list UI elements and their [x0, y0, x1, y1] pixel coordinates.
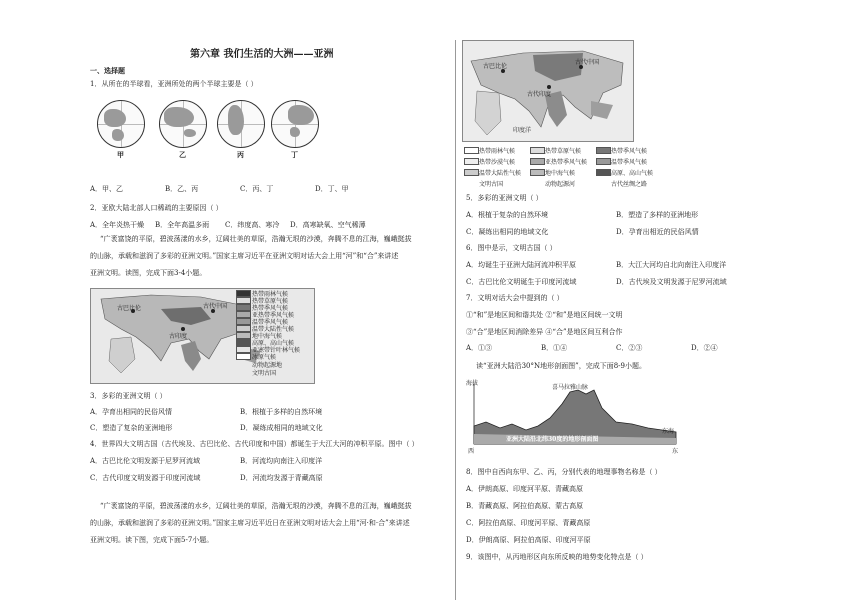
profile-y-label: 海拔 [466, 380, 479, 387]
map1-legend-0: 热带雨林气候 [252, 291, 289, 298]
q3-option-b: B．根植于多样的自然环境 [240, 408, 323, 416]
question-9-stem: 9．该图中，从丙地形区向东所反映的地势变化特点是（ ） [466, 553, 648, 561]
map2-legend-4: 亚热带季风气候 [545, 159, 588, 166]
map1-legend-2: 热带季风气候 [252, 305, 289, 312]
map2-legend-11: 古代丝绸之路 [611, 181, 648, 188]
q3-option-d: D．凝练成相同的地域文化 [240, 424, 323, 432]
map2-label-india: 古代印度 [527, 91, 552, 98]
profile-west-label: 西 [468, 448, 475, 455]
q2-option-b: B．全年高温多雨 [155, 221, 210, 229]
globe-label-bing: 丙 [237, 150, 244, 159]
globe-yi [159, 100, 207, 148]
map2-legend-10: 动物起源河 [545, 181, 576, 188]
q7-statements-1: ①“和”是地区间和谐共处 ②“和”是地区间统一文明 [466, 311, 623, 319]
map1-legend-6: 地中海气候 [252, 333, 283, 340]
map2-legend-1: 热带草原气候 [545, 148, 582, 155]
passage-1-line-2: 的山脉，承载和滋润了多彩的亚洲文明。”国家主席习近平在亚洲文明对话大会上用“河”和“合”来讲述 [90, 252, 399, 260]
question-6-stem: 6．图中是示，文明古国（ ） [466, 244, 557, 252]
q4-option-d: D．河流均发源于青藏高原 [240, 474, 323, 482]
q5-option-c: C．凝练出相同的地域文化 [466, 228, 549, 236]
passage-2-line-2: 的山脉，承载和滋润了多彩的亚洲文明。”国家主席习近平近日在亚洲文明对话大会上用“河·和·合”来讲述 [90, 519, 410, 527]
map2-label-china: 古代中国 [575, 59, 600, 66]
globe-bing [217, 100, 265, 148]
q5-option-b: B．塑造了多样的亚洲地形 [616, 211, 699, 219]
question-1-stem: 1．从所在的半球看，亚洲所处的两个半球主要是（ ） [90, 80, 258, 88]
q8-option-d: D．伊朗高原、阿拉伯高原、印度河平原 [466, 536, 591, 544]
question-7-stem: 7．文明对话大会中提到的（ ） [466, 294, 564, 302]
q7-statements-2: ③“合”是地区间消除差异 ④“合”是地区间互利合作 [466, 328, 623, 336]
globe-label-yi: 乙 [179, 150, 186, 159]
section-heading: 一、选择题 [90, 66, 125, 75]
map2-label-babylon: 古巴比伦 [483, 63, 508, 70]
map1-label-china: 古代中国 [203, 303, 228, 310]
question-2-stem: 2．亚欧大陆北部人口稀疏的主要原因（ ） [90, 204, 223, 212]
globe-label-jia: 甲 [117, 150, 124, 159]
profile-sea-label: 东海 [662, 428, 675, 435]
q3-option-c: C．塑造了复杂的亚洲地形 [90, 424, 173, 432]
q7-option-d: D．②④ [691, 344, 718, 352]
q2-option-c: C．纬度高、寒冷 [225, 221, 280, 229]
map1-legend-1: 热带草原气候 [252, 298, 289, 305]
map1-legend-7: 高原、高山气候 [252, 340, 295, 347]
q8-option-a: A．伊朗高原、印度河平原、青藏高原 [466, 485, 584, 493]
q6-option-b: B．大江大河均自北向南注入印度洋 [616, 261, 727, 269]
map1-legend-11: 文明古国 [252, 370, 277, 377]
map1-legend-8: 亚寒带针叶林气候 [252, 347, 301, 354]
q5-option-d: D．孕育出相近的民俗风情 [616, 228, 699, 236]
asia-climate-map-2 [462, 40, 634, 142]
column-divider [455, 40, 456, 600]
profile-east-label: 东 [672, 448, 679, 455]
map2-legend-3: 热带沙漠气候 [479, 159, 516, 166]
map2-legend-2: 热带季风气候 [611, 148, 648, 155]
q1-option-c: C．丙、丁 [240, 185, 274, 193]
q2-option-a: A．全年炎热干燥 [90, 221, 145, 229]
page-title: 第六章 我们生活的大洲——亚洲 [190, 49, 334, 60]
q6-option-a: A．均诞生于亚洲大陆河流冲积平原 [466, 261, 577, 269]
q2-option-d: D．高寒缺氧、空气稀薄 [290, 221, 366, 229]
terrain-profile-figure [466, 378, 681, 456]
q8-option-c: C．阿拉伯高原、印度河平原、青藏高原 [466, 519, 591, 527]
profile-peak-label: 喜马拉雅山脉 [552, 384, 589, 391]
passage-2-line-1: “广袤富饶的平原，碧波荡漾的水乡，辽阔壮美的草原，浩瀚无垠的沙漠，奔腾不息的江海，巍峨挺拔 [100, 502, 412, 510]
map2-label-sea: 印度洋 [513, 127, 532, 134]
map1-legend-4: 温带季风气候 [252, 319, 289, 326]
map1-legend-3: 亚热带季风气候 [252, 312, 295, 319]
q4-option-c: C．古代印度文明发源于印度河流域 [90, 474, 201, 482]
q6-option-d: D．古代埃及文明发源于尼罗河流域 [616, 278, 727, 286]
passage-2-line-3: 亚洲文明。读下图，完成下面5-7小题。 [90, 536, 214, 544]
map2-legend-6: 温带大陆性气候 [479, 170, 522, 177]
q5-option-a: A．根植于复杂的自然环境 [466, 211, 549, 219]
map1-label-india: 古印度 [169, 333, 188, 340]
q7-option-b: B．①④ [541, 344, 568, 352]
question-3-stem: 3．多彩的亚洲文明（ ） [90, 392, 167, 400]
passage-3: 读“亚洲大陆沿30°N地形剖面图”，完成下面8-9小题。 [476, 362, 646, 370]
map2-legend-0: 热带雨林气候 [479, 148, 516, 155]
map1-legend-9: 冰原气候 [252, 354, 277, 361]
question-5-stem: 5．多彩的亚洲文明（ ） [466, 194, 543, 202]
q8-option-b: B．青藏高原、阿拉伯高原、蒙古高原 [466, 502, 584, 510]
q1-option-d: D．丁、甲 [315, 185, 349, 193]
globe-ding [271, 100, 319, 148]
q6-option-c: C．古巴比伦文明诞生于印度河流域 [466, 278, 577, 286]
globe-label-ding: 丁 [291, 150, 298, 159]
question-8-stem: 8．图中自西向东甲、乙、丙，分别代表的地理事物名称是（ ） [466, 468, 662, 476]
q7-option-a: A．①③ [466, 344, 493, 352]
q4-option-a: A．古巴比伦文明发源于尼罗河流域 [90, 457, 201, 465]
map1-legend-10: 动物起源地 [252, 362, 283, 369]
passage-1-line-1: “广袤富饶的平原，碧波荡漾的水乡，辽阔壮美的草原，浩瀚无垠的沙漠，奔腾不息的江海，巍峨挺拔 [100, 235, 412, 243]
q4-option-b: B．河流均向南注入印度洋 [240, 457, 323, 465]
q1-option-a: A．甲、乙 [90, 185, 124, 193]
map2-legend-7: 地中海气候 [545, 170, 576, 177]
map2-legend-8: 高原、高山气候 [611, 170, 654, 177]
q7-option-c: C．②③ [616, 344, 643, 352]
map1-label-babylon: 古巴比伦 [117, 305, 142, 312]
q3-option-a: A．孕育出相同的民俗风情 [90, 408, 173, 416]
map1-legend-5: 温带大陆性气候 [252, 326, 295, 333]
question-4-stem: 4．世界四大文明古国（古代埃及、古巴比伦、古代印度和中国）都诞生于大江大河的冲积平原。图中（ ） [90, 440, 419, 448]
profile-caption: 亚洲大陆沿北纬30度的地形剖面图 [506, 436, 599, 443]
passage-1-line-3: 亚洲文明。读图，完成下面3-4小题。 [90, 269, 207, 277]
map2-legend-9: 文明古国 [479, 181, 504, 188]
q1-option-b: B．乙、丙 [165, 185, 199, 193]
globe-jia [97, 100, 145, 148]
map2-legend-5: 温带季风气候 [611, 159, 648, 166]
